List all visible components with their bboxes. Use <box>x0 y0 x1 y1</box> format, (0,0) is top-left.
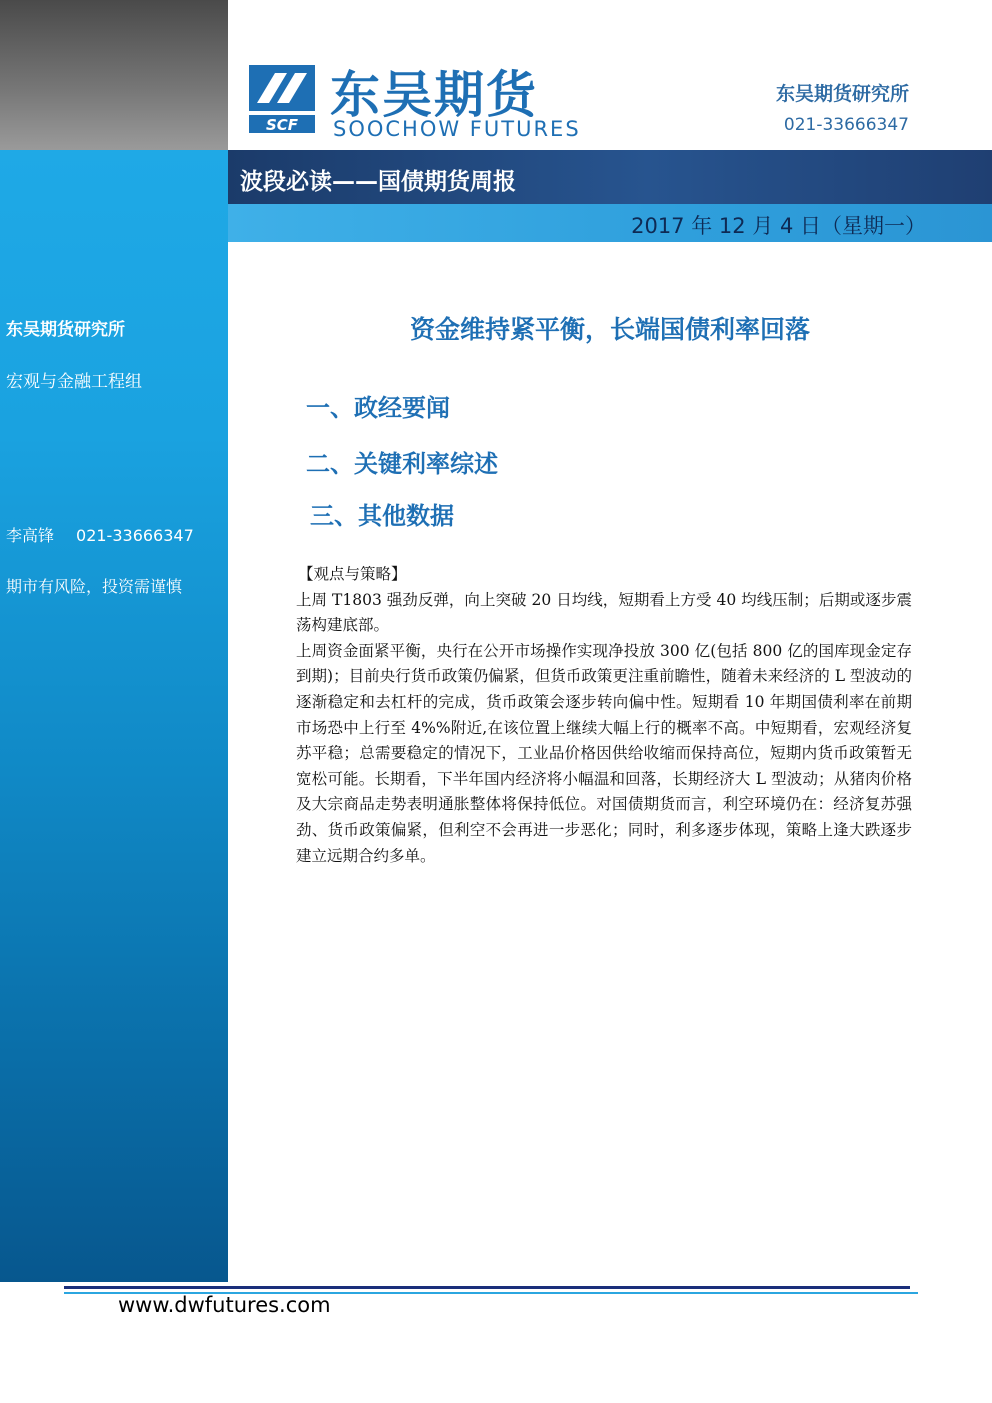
headline: 资金维持紧平衡，长端国债利率回落 <box>409 315 810 344</box>
section-heading-key-rates: 二、关键利率综述 <box>306 450 498 478</box>
report-date-bar <box>228 204 992 242</box>
sidebar-org: 东吴期货研究所 <box>6 320 125 340</box>
view-heading: 【观点与策略】 <box>298 565 407 583</box>
footer-website-link[interactable]: www.dwfutures.com <box>118 1293 331 1317</box>
report-date: 2017 年 12 月 4 日（星期一） <box>631 214 926 238</box>
report-title-bar <box>228 150 992 204</box>
scf-logo-icon <box>247 63 317 135</box>
footer-divider <box>64 1286 910 1289</box>
header-phone: 021-33666347 <box>783 115 909 135</box>
paragraph-1: 上周 T1803 强劲反弹，向上突破 20 日均线，短期看上方受 40 均线压制；后期或逐步震荡构建底部。 <box>296 590 912 635</box>
section-heading-policy-news: 一、政经要闻 <box>306 394 450 422</box>
paragraph-2: 上周资金面紧平衡，央行在公开市场操作实现净投放 300 亿(包括 800 亿的国库现金定存到期)；目前央行货币政策仍偏紧，但货币政策更注重前瞻性，随着未来经济的 L 型波动的逐渐稳定和去杠杆的完成，货币政策会逐步转向偏中性。短期看 10 年期国债利率在前期市场恐中上行至 4%%附近,在该位置上继续大幅上行的概率不高。中短期看，宏观经济复苏平稳；总需要稳定的情况下，工业品价格因供给收缩而保持高位，短期内货币政策暂无宽松可能。长期看，下半年国内经济将小幅温和回落，长期经济大 L 型波动；从猪肉价格及大宗商品走势表明通胀整体将保持低位。对国债期货而言，利空环境仍在：经济复苏强劲、货币政策偏紧，但利空不会再进一步恶化；同时，利多逐步体现，策略上逢大跌逐步建立远期合约多单。 <box>296 641 912 865</box>
sidebar-group: 宏观与金融工程组 <box>6 372 142 392</box>
view-and-strategy <box>296 562 912 869</box>
brand-name-cn: 东吴期货 <box>330 66 538 124</box>
analyst-name: 李高锋 <box>6 526 55 545</box>
risk-notice: 期市有风险，投资需谨慎 <box>6 577 183 596</box>
analyst-phone: 021-33666347 <box>76 526 194 545</box>
header-org: 东吴期货研究所 <box>775 83 909 105</box>
report-series-title: 波段必读——国债期货周报 <box>240 169 516 195</box>
analyst-contact <box>6 523 194 546</box>
sidebar-top-block <box>0 0 228 150</box>
logo-abbr: SCF <box>265 116 299 134</box>
brand-name-en: SOOCHOW FUTURES <box>333 117 581 141</box>
section-heading-other-data: 三、其他数据 <box>310 502 454 530</box>
